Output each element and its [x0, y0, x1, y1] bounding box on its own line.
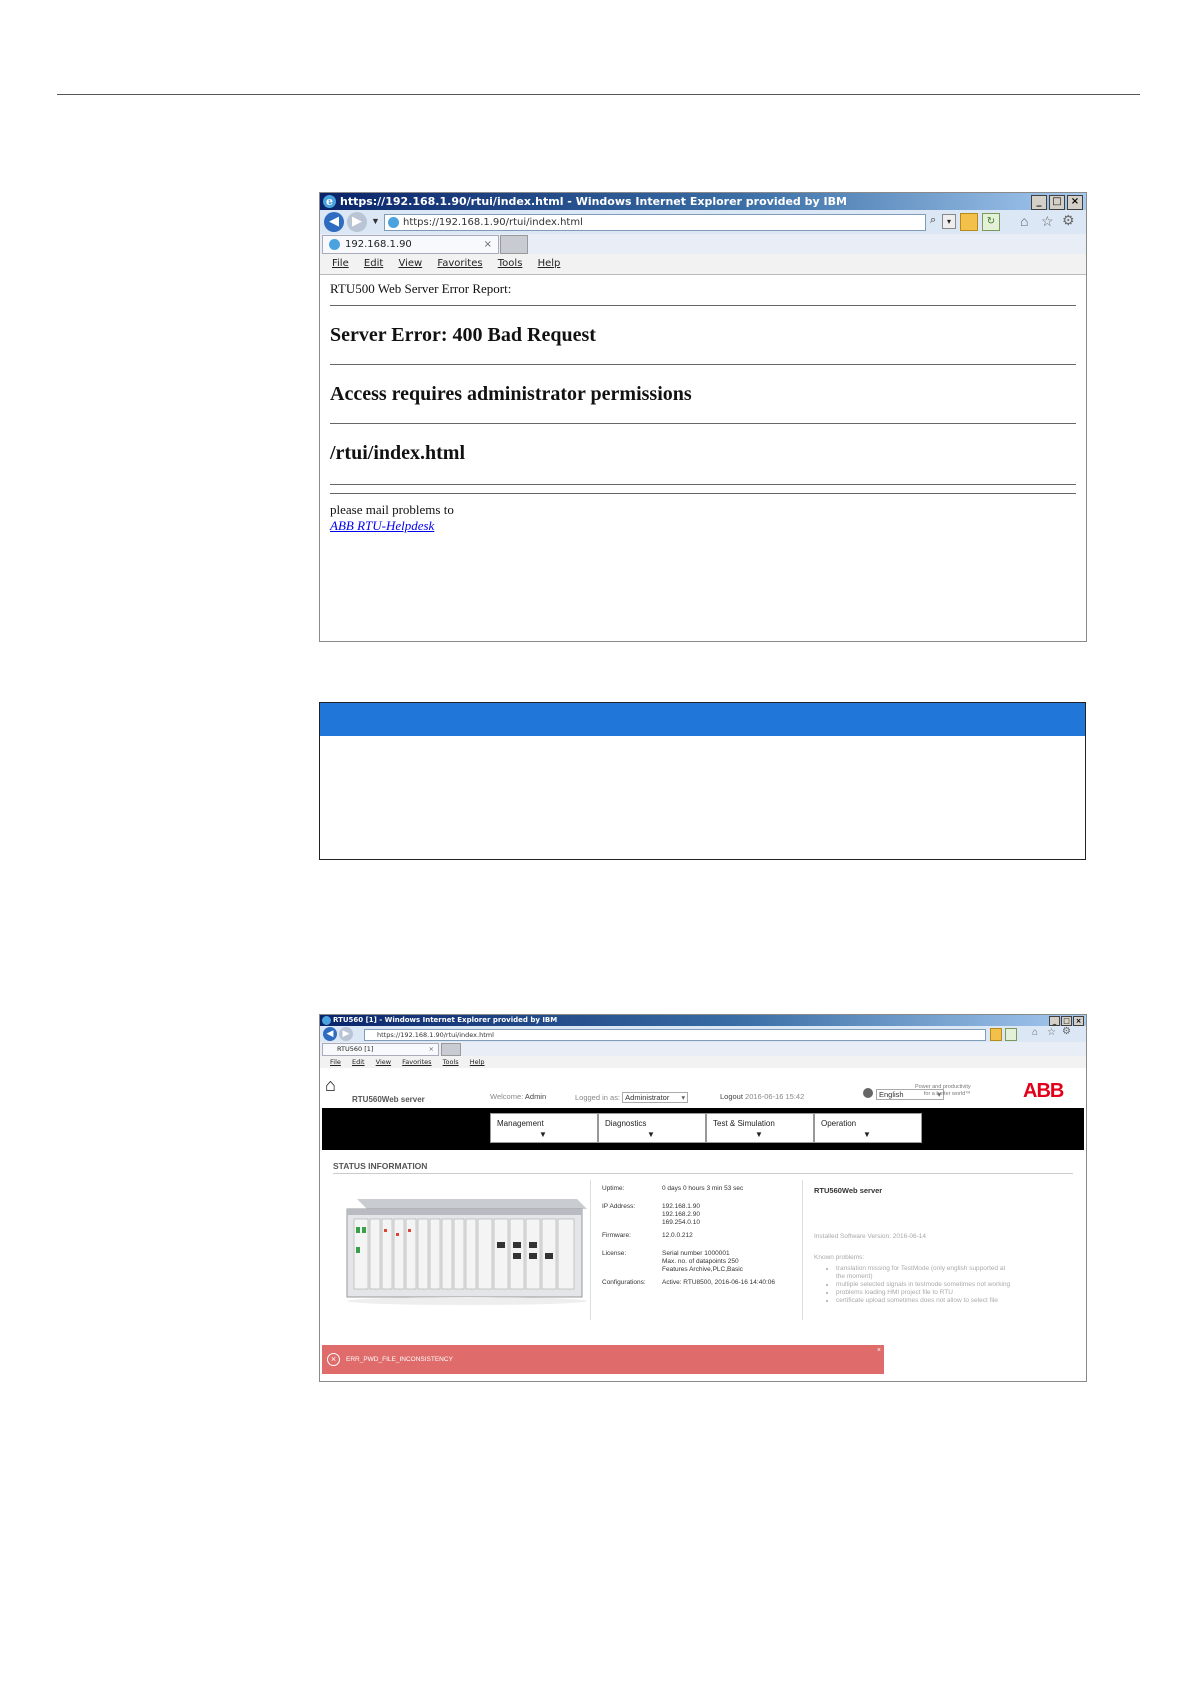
address-bar[interactable]	[364, 1029, 986, 1041]
close-icon[interactable]: ×	[876, 1347, 881, 1354]
info-value: Max. no. of datapoints 250	[662, 1258, 739, 1265]
search-icon[interactable]: ⌕	[930, 214, 937, 226]
status-title: STATUS INFORMATION	[333, 1161, 428, 1171]
info-value: Features Archive,PLC,Basic	[662, 1266, 743, 1273]
lock-icon[interactable]	[990, 1028, 1002, 1041]
maximize-button[interactable]: □	[1061, 1016, 1072, 1026]
list-item: • translation missing for TestMode (only english supported at the moment)	[836, 1265, 1014, 1281]
divider	[330, 423, 1076, 424]
error-text: ERR_PWD_FILE_INCONSISTENCY	[346, 1356, 453, 1363]
logout-link[interactable]: Logout	[720, 1092, 743, 1101]
problem-list	[814, 1265, 1014, 1305]
error-message: Access requires administrator permissions	[330, 383, 692, 405]
menu-edit[interactable]: Edit	[351, 1058, 365, 1066]
divider	[330, 305, 1076, 306]
minimize-button[interactable]: _	[1031, 195, 1047, 210]
info-value: 169.254.0.10	[662, 1219, 700, 1226]
back-icon[interactable]: ◀	[324, 212, 344, 232]
report-title: RTU500 Web Server Error Report:	[330, 281, 512, 296]
browser-tab[interactable]	[322, 235, 499, 254]
address-text: https://192.168.1.90/rtui/index.html	[403, 217, 583, 228]
nav-test-simulation[interactable]	[706, 1113, 814, 1143]
column-divider	[590, 1180, 591, 1320]
back-icon[interactable]: ◀	[323, 1027, 337, 1041]
info-key: License:	[602, 1250, 627, 1257]
note-box	[319, 702, 1086, 860]
tab-label: 192.168.1.90	[345, 239, 412, 250]
error-path: /rtui/index.html	[330, 442, 466, 464]
info-value: 0 days 0 hours 3 min 53 sec	[662, 1185, 744, 1192]
tab-close-icon[interactable]: ×	[428, 1045, 434, 1053]
nav-label: Diagnostics	[605, 1119, 647, 1128]
page-header-rule	[57, 94, 1140, 95]
role-select[interactable]: Administrator ▾	[622, 1092, 688, 1103]
info-key: Uptime:	[602, 1185, 625, 1192]
language-select[interactable]: English ▾	[876, 1089, 944, 1100]
forward-icon[interactable]: ▶	[339, 1027, 353, 1041]
window-title: https://192.168.1.90/rtui/index.html - Windows Internet Explorer provided by IBM	[340, 195, 847, 208]
note-header-bar	[320, 703, 1085, 736]
slogan-line-2: for a better world™	[923, 1091, 971, 1097]
menu-favorites[interactable]: Favorites	[402, 1058, 432, 1066]
server-info	[814, 1186, 1014, 1305]
list-item: • problems loading HMI project file to RTU	[836, 1289, 1014, 1297]
slogan	[915, 1084, 971, 1098]
window-title: RTU560 [1] - Windows Internet Explorer provided by IBM	[333, 1016, 558, 1024]
tab-bar	[320, 1042, 1086, 1056]
firmware-row	[602, 1232, 775, 1240]
home-icon[interactable]: ⌂	[1020, 213, 1029, 229]
divider	[330, 484, 1076, 485]
gear-icon[interactable]: ⚙	[1062, 1026, 1071, 1037]
menu-edit[interactable]: Edit	[363, 258, 384, 269]
favorites-star-icon[interactable]: ☆	[1041, 213, 1054, 229]
gear-icon[interactable]: ⚙	[1062, 212, 1075, 228]
status-info	[602, 1185, 775, 1292]
abb-logo: ABB	[1023, 1080, 1064, 1102]
app-header	[320, 1068, 1086, 1108]
history-dropdown-icon[interactable]: ▼	[371, 216, 380, 226]
info-key: IP Address:	[602, 1203, 636, 1210]
globe-icon	[863, 1088, 873, 1098]
app-name: RTU560Web server	[352, 1095, 425, 1104]
welcome-label: Welcome:	[490, 1092, 524, 1101]
logged-in	[575, 1092, 688, 1103]
helpdesk-link[interactable]: ABB RTU-Helpdesk	[330, 518, 435, 533]
list-item: • certificate upload sometimes does not allow to select file	[836, 1297, 1014, 1305]
menu-file[interactable]: File	[330, 1058, 341, 1066]
menu-file[interactable]: File	[332, 258, 349, 269]
navigation-bar	[320, 1026, 1086, 1042]
rtu-rack-image	[342, 1187, 587, 1307]
error-heading: Server Error: 400 Bad Request	[330, 324, 596, 346]
chevron-down-icon: ▼	[539, 1130, 547, 1139]
list-item: • multiple selected signals in testmode sometimes not working	[836, 1281, 1014, 1289]
address-bar[interactable]	[384, 214, 926, 231]
slogan-line-1: Power and productivity	[915, 1084, 971, 1090]
close-button[interactable]: ×	[1073, 1016, 1084, 1026]
nav-diagnostics[interactable]	[598, 1113, 706, 1143]
logout-time: 2016-06-16 15:42	[745, 1092, 805, 1101]
error-icon: ×	[327, 1353, 340, 1366]
tab-bar	[320, 234, 1086, 254]
uptime-row	[602, 1185, 775, 1193]
navigation-bar	[320, 210, 1086, 234]
config-row	[602, 1279, 775, 1287]
address-text: https://192.168.1.90/rtui/index.html	[377, 1031, 494, 1039]
menu-help[interactable]: Help	[469, 1058, 485, 1066]
info-key: Configurations:	[602, 1279, 646, 1286]
nav-operation[interactable]	[814, 1113, 922, 1143]
nav-management[interactable]	[490, 1113, 598, 1143]
logout[interactable]	[720, 1092, 804, 1101]
refresh-icon[interactable]: ↻	[982, 213, 1000, 231]
address-dropdown-button[interactable]: ▾	[942, 214, 956, 229]
nav-label: Operation	[821, 1119, 857, 1128]
tab-label: RTU560 [1]	[337, 1045, 374, 1053]
browser-tab[interactable]	[322, 1043, 439, 1056]
info-value: Active: RTU8500, 2016-06-16 14:40:06	[662, 1279, 775, 1286]
forward-icon[interactable]: ▶	[347, 212, 367, 232]
minimize-button[interactable]: _	[1049, 1016, 1060, 1026]
known-problems-label: Known problems:	[814, 1254, 865, 1261]
nav-label: Test & Simulation	[713, 1119, 775, 1128]
window-titlebar	[320, 193, 1086, 210]
welcome	[490, 1092, 546, 1101]
divider	[330, 364, 1076, 365]
nav-label: Management	[497, 1119, 544, 1128]
menu-view[interactable]: View	[375, 1058, 392, 1066]
page-icon	[388, 217, 399, 228]
divider	[330, 493, 1076, 494]
window-titlebar	[320, 1015, 1086, 1026]
menu-favorites[interactable]: Favorites	[437, 258, 483, 269]
close-button[interactable]: ×	[1067, 195, 1083, 210]
ie-logo-icon: e	[323, 195, 336, 208]
browser-window-error	[319, 192, 1087, 642]
logged-in-label: Logged in as:	[575, 1093, 621, 1102]
divider	[333, 1173, 1073, 1174]
mail-text: please mail problems to	[330, 502, 454, 517]
maximize-button[interactable]: □	[1049, 195, 1065, 210]
tab-close-icon[interactable]: ×	[483, 239, 492, 250]
chevron-down-icon: ▼	[863, 1130, 871, 1139]
home-icon[interactable]: ⌂	[1032, 1027, 1039, 1038]
lock-icon[interactable]	[960, 213, 978, 231]
license-row	[602, 1250, 775, 1274]
browser-window-rtu560	[319, 1014, 1087, 1382]
chevron-down-icon: ▼	[755, 1130, 763, 1139]
ie-logo-icon	[322, 1016, 331, 1025]
menu-help[interactable]: Help	[537, 258, 561, 269]
column-divider	[802, 1180, 803, 1320]
server-heading: RTU560Web server	[814, 1186, 883, 1195]
menu-tools[interactable]: Tools	[497, 258, 523, 269]
new-tab-button[interactable]	[500, 235, 528, 254]
info-key: Firmware:	[602, 1232, 631, 1239]
error-notification	[322, 1345, 884, 1374]
software-version: Installed Software Version: 2016-06-14	[814, 1233, 927, 1240]
info-value: Serial number 1000001	[662, 1250, 730, 1257]
tab-page-icon	[329, 239, 340, 250]
new-tab-button[interactable]	[441, 1043, 461, 1056]
error-page-content	[330, 281, 1076, 534]
chevron-down-icon: ▼	[647, 1130, 655, 1139]
ip-row	[602, 1203, 775, 1227]
info-value: 12.0.0.212	[662, 1232, 693, 1239]
info-value: 192.168.2.90	[662, 1211, 700, 1218]
favorites-star-icon[interactable]: ☆	[1047, 1027, 1056, 1038]
welcome-user: Admin	[524, 1092, 547, 1101]
home-icon[interactable]: ⌂	[325, 1075, 336, 1095]
info-value: 192.168.1.90	[662, 1203, 700, 1210]
refresh-icon[interactable]	[1005, 1028, 1017, 1041]
menu-tools[interactable]: Tools	[442, 1058, 459, 1066]
app-navigation	[322, 1108, 1084, 1150]
menu-bar	[320, 254, 1086, 275]
menu-view[interactable]: View	[398, 258, 423, 269]
